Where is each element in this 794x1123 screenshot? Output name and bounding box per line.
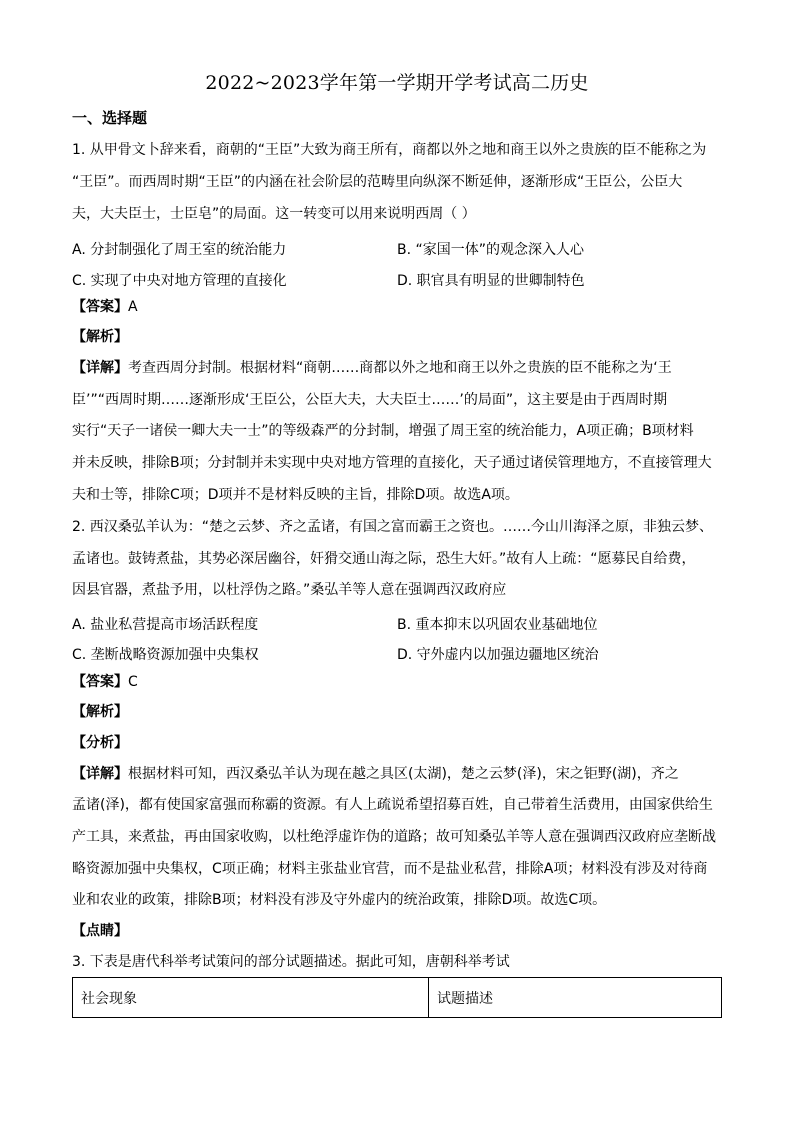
answer-tag: 【答案】 [72, 674, 128, 690]
q3-table [72, 977, 722, 1018]
q2-stem-line-3: 因县官器，煮盐予用，以杜浮伪之路。”桑弘羊等人意在强调西汉政府应 [72, 582, 507, 598]
q1-option-b: B. “家国一体”的观念深入人心 [397, 242, 585, 258]
q1-analysis-tag: 【解析】 [72, 329, 128, 345]
q1-detail-line-3: 实行“天子一诸侯一卿大夫一士”的等级森严的分封制，增强了周王室的统治能力，A项正确；B项材料 [72, 423, 694, 439]
q2-option-d: D. 守外虚内以加强边疆地区统治 [397, 647, 599, 663]
answer-tag: 【答案】 [72, 299, 128, 315]
q1-option-d: D. 职官具有明显的世卿制特色 [397, 273, 585, 289]
q3-stem-line-1: 3. 下表是唐代科举考试策问的部分试题描述。据此可知，唐朝科举考试 [72, 954, 510, 970]
q2-detail-line-4: 略资源加强中央集权，C项正确；材料主张盐业官营，而不是盐业私营，排除A项；材料没有涉及对待商 [72, 861, 708, 877]
q1-stem-line-1: 1. 从甲骨文卜辞来看，商朝的“王臣”大致为商王所有，商都以外之地和商王以外之贵族的臣不能称之为 [72, 142, 707, 158]
detail-tag: 【详解】 [72, 360, 128, 376]
section-heading: 一、选择题 [72, 109, 148, 127]
q2-detail-line-5: 业和农业的政策，排除B项；材料没有涉及守外虚内的统治政策，排除D项。故选C项。 [72, 892, 607, 908]
q2-detail-line-2: 孟诸(泽)，都有使国家富强而称霸的资源。有人上疏说希望招募百姓，自己带着生活费用，由国家供给生 [72, 797, 713, 813]
detail-text: 根据材料可知，西汉桑弘羊认为现在越之具区(太湖)，楚之云梦(泽)，宋之钜野(湖)，齐之 [128, 766, 679, 782]
q1-detail-line-5: 夫和士等，排除C项；D项并不是材料反映的主旨，排除D项。故选A项。 [72, 487, 519, 503]
answer-value: A [128, 299, 138, 315]
q2-option-a: A. 盐业私营提高市场活跃程度 [72, 617, 259, 633]
q1-option-c: C. 实现了中央对地方管理的直接化 [72, 273, 287, 289]
answer-value: C [128, 674, 138, 690]
q1-detail-line-2: 臣’”“西周时期……逐渐形成‘王臣公，公臣大夫，大夫臣士……’的局面”，这主要是由于西周时期 [72, 392, 668, 408]
detail-tag: 【详解】 [72, 766, 128, 782]
q1-detail-line-4: 并未反映，排除B项；分封制并未实现中央对地方管理的直接化，天子通过诸侯管理地方，不直接管理大 [72, 455, 712, 471]
q1-stem-line-2: “王臣”。而西周时期“王臣”的内涵在社会阶层的范畴里向纵深不断延伸，逐渐形成“王臣公，公臣大 [72, 174, 683, 190]
detail-text: 考查西周分封制。根据材料“商朝……商都以外之地和商王以外之贵族的臣不能称之为‘王 [128, 360, 672, 376]
q2-option-b: B. 重本抑末以巩固农业基础地位 [397, 617, 598, 633]
q2-dianjing-tag: 【点睛】 [72, 923, 128, 939]
table-header-social: 社会现象 [73, 978, 429, 1017]
page-title: 2022~2023学年第一学期开学考试高二历史 [205, 72, 589, 94]
q2-detail-line-1 [72, 767, 732, 781]
q2-stem-line-1: 2. 西汉桑弘羊认为：“楚之云梦、齐之孟诸，有国之富而霸王之资也。……今山川海泽之原，非独云梦、 [72, 519, 714, 535]
q1-detail-line-1 [72, 361, 732, 375]
q2-detail-line-3: 产工具，来煮盐，再由国家收购，以杜绝浮虚诈伪的道路；故可知桑弘羊等人意在强调西汉政府应垄断战 [72, 829, 716, 845]
q2-option-c: C. 垄断战略资源加强中央集权 [72, 647, 259, 663]
q1-option-a: A. 分封制强化了周王室的统治能力 [72, 242, 287, 258]
q2-analysis-tag: 【解析】 [72, 704, 128, 720]
q2-fenxi-tag: 【分析】 [72, 735, 128, 751]
table-header-description: 试题描述 [437, 990, 493, 1007]
q1-stem-line-3: 夫，大夫臣士，士臣皂”的局面。这一转变可以用来说明西周（ ） [72, 206, 476, 222]
q1-answer [72, 300, 732, 314]
q2-answer [72, 675, 732, 689]
q2-stem-line-2: 孟诸也。鼓铸煮盐，其势必深居幽谷，奸猾交通山海之际，恐生大奸。”故有人上疏：“愿募民自给费， [72, 551, 696, 567]
